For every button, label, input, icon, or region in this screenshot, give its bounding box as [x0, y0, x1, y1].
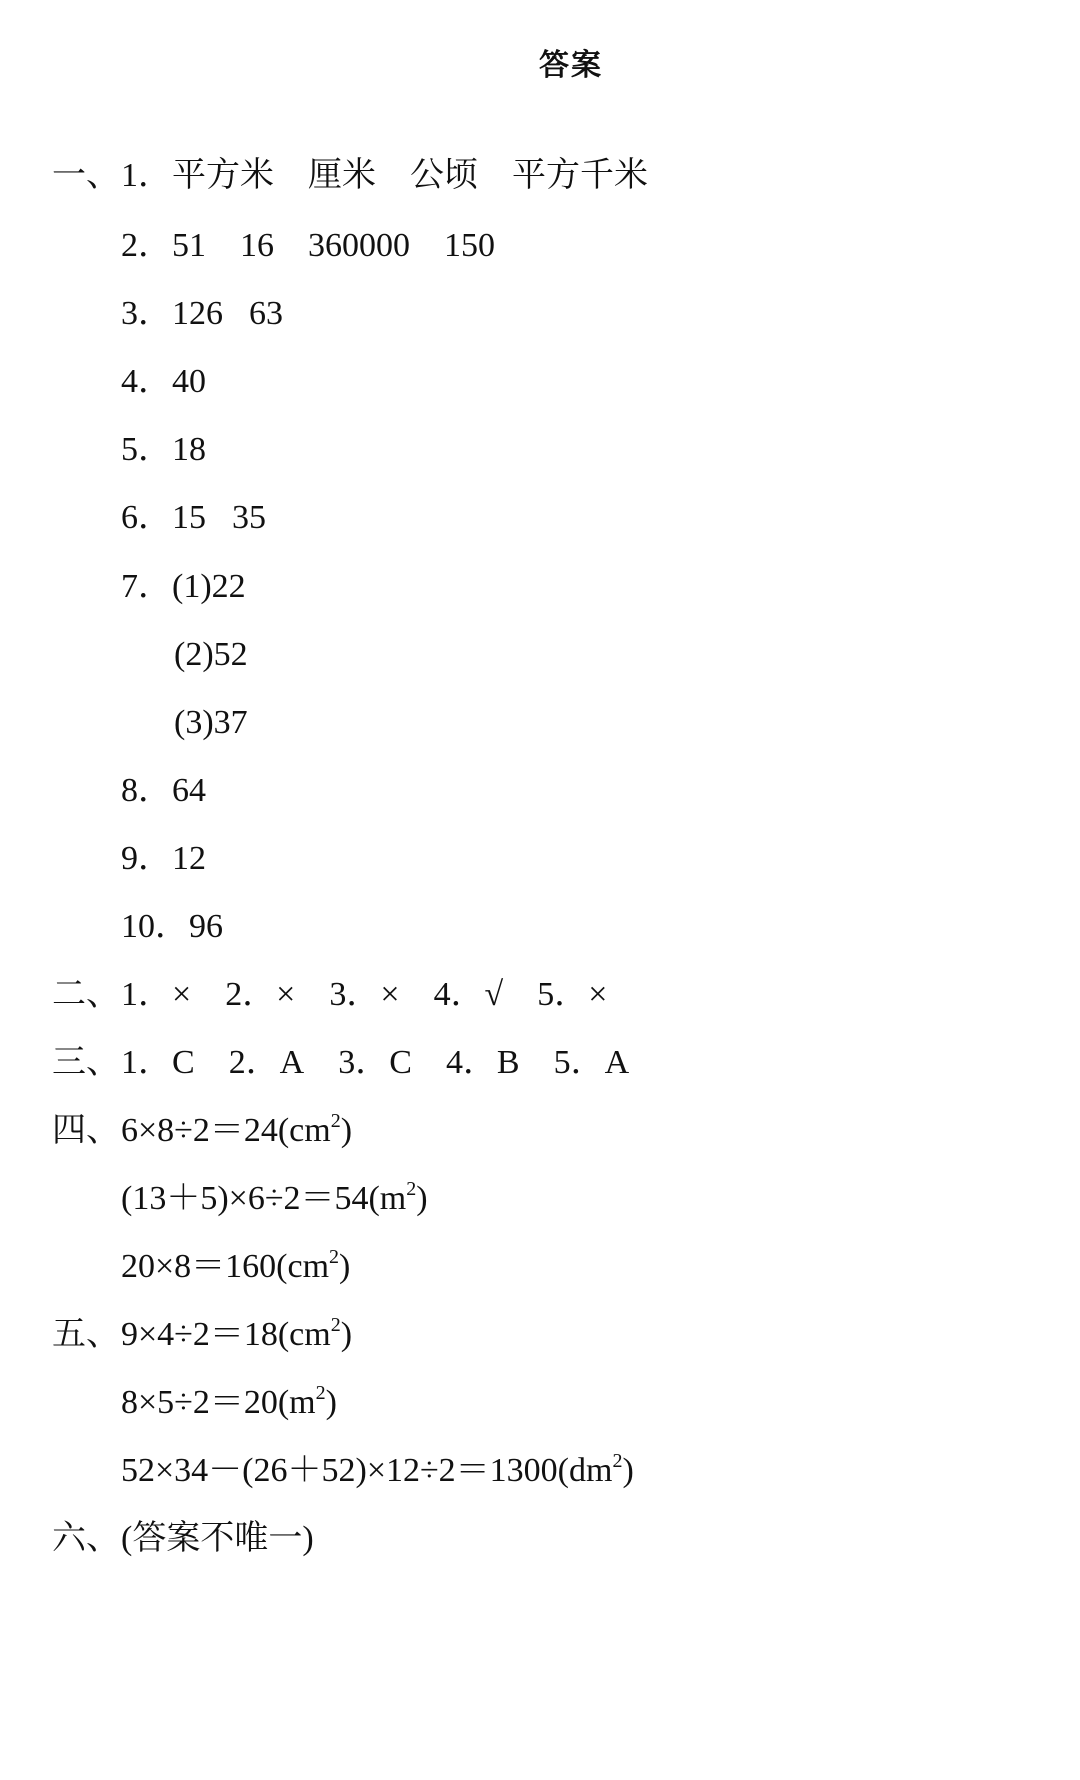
formula-exponent: 2 — [315, 1382, 326, 1404]
answer-item: 3．× — [329, 976, 400, 1013]
answer-value: (1)22 — [172, 568, 246, 605]
answer-value: 63 — [249, 295, 283, 332]
formula-exponent: 2 — [330, 1110, 341, 1132]
formula-close: ) — [339, 1248, 351, 1285]
answer-row-1-5 — [121, 428, 206, 472]
formula-close: ) — [340, 1112, 353, 1149]
section-label-3: 三、 — [52, 1044, 120, 1081]
section-label-2: 二、 — [52, 976, 120, 1013]
formula-close: ) — [416, 1180, 428, 1217]
note-text: (答案不唯一) — [121, 1520, 314, 1557]
formula-close: ) — [325, 1384, 337, 1421]
answer-value: 96 — [189, 908, 223, 945]
answer-value: 35 — [232, 499, 266, 536]
answer-value: 厘米 — [308, 157, 376, 194]
formula-text: 9×4÷2＝18(cm — [121, 1316, 331, 1353]
note-row-6 — [121, 1517, 314, 1561]
formula-exponent: 2 — [329, 1246, 340, 1268]
answer-value: (2)52 — [174, 636, 248, 673]
answer-row-1-2 — [121, 224, 495, 268]
formula-exponent: 2 — [330, 1314, 341, 1336]
section-label-5: 五、 — [52, 1316, 120, 1353]
answer-value: 360000 — [308, 227, 410, 264]
answer-item: 2．A — [228, 1044, 305, 1081]
answer-item: 3．C — [338, 1044, 412, 1081]
answer-value: 126 — [172, 295, 223, 332]
answer-item: 5．× — [537, 976, 608, 1013]
answer-row-1-1 — [121, 154, 648, 198]
answer-value: 平方米 — [172, 157, 274, 194]
answer-value: 16 — [240, 227, 274, 264]
answer-row-1-7-2 — [174, 633, 248, 677]
answer-item: 4．B — [445, 1044, 520, 1081]
answer-row-1-8 — [121, 769, 206, 813]
section-label-4: 四、 — [52, 1112, 120, 1149]
question-number: 3． — [121, 295, 172, 332]
question-number: 8． — [121, 772, 172, 809]
formula-close: ) — [622, 1452, 634, 1489]
formula-text: 6×8÷2＝24(cm — [121, 1112, 331, 1149]
page-title: 答案 — [539, 48, 603, 83]
answer-value: 15 — [172, 499, 206, 536]
answer-value: (3)37 — [174, 704, 248, 741]
section-label-1: 一、 — [52, 157, 120, 194]
answer-value: 64 — [172, 772, 206, 809]
answer-row-1-9 — [121, 837, 206, 881]
answer-value: 公顷 — [410, 157, 478, 194]
answer-value: 12 — [172, 840, 206, 877]
answer-item: 5．A — [553, 1044, 630, 1081]
question-number: 4． — [121, 363, 172, 400]
answer-row-1-6 — [121, 496, 266, 540]
formula-row-4-1 — [121, 1109, 352, 1153]
formula-row-5-1 — [121, 1313, 352, 1357]
answer-value: 150 — [444, 227, 495, 264]
answer-item: 1．× — [121, 976, 192, 1013]
formula-row-4-2 — [121, 1177, 428, 1221]
formula-row-5-3 — [121, 1449, 634, 1493]
formula-exponent: 2 — [406, 1178, 417, 1200]
answer-row-2 — [121, 973, 607, 1017]
answer-row-1-3 — [121, 292, 283, 336]
answer-row-1-4 — [121, 360, 206, 404]
answer-row-1-10 — [121, 905, 223, 949]
answer-row-3 — [121, 1041, 629, 1085]
section-label-6: 六、 — [52, 1520, 120, 1557]
formula-row-4-3 — [121, 1245, 350, 1289]
answer-value: 40 — [172, 363, 206, 400]
formula-row-5-2 — [121, 1381, 337, 1425]
answer-value: 18 — [172, 431, 206, 468]
formula-text: 8×5÷2＝20(m — [121, 1384, 316, 1421]
question-number: 2． — [121, 227, 172, 264]
question-number: 1． — [121, 157, 172, 194]
question-number: 6． — [121, 499, 172, 536]
question-number: 7． — [121, 568, 172, 605]
formula-text: (13＋5)×6÷2＝54(m — [121, 1180, 407, 1217]
formula-exponent: 2 — [612, 1450, 623, 1472]
answer-item: 4．√ — [433, 976, 504, 1013]
answer-value: 51 — [172, 227, 206, 264]
answer-row-1-7 — [121, 565, 246, 609]
question-number: 10． — [121, 908, 189, 945]
formula-text: 52×34－(26＋52)×12÷2＝1300(dm — [121, 1452, 613, 1489]
question-number: 9． — [121, 840, 172, 877]
answer-item: 2．× — [225, 976, 296, 1013]
answer-row-1-7-3 — [174, 701, 248, 745]
formula-text: 20×8＝160(cm — [121, 1248, 330, 1285]
answer-item: 1．C — [121, 1044, 195, 1081]
formula-close: ) — [340, 1316, 353, 1353]
answer-value: 平方千米 — [512, 157, 648, 194]
question-number: 5． — [121, 431, 172, 468]
